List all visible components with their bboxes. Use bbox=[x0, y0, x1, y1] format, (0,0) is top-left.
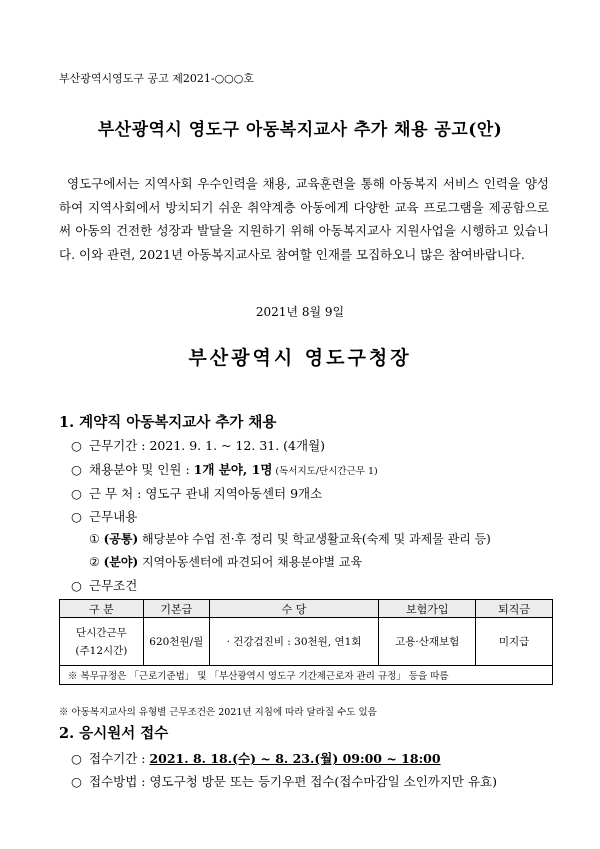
table-header-cell: 퇴직금 bbox=[476, 600, 553, 618]
application-period bbox=[71, 749, 441, 767]
work-period-text: 근무기간 : 2021. 9. 1. ~ 12. 31. (4개월) bbox=[89, 438, 326, 453]
bullet-icon: ○ bbox=[71, 578, 82, 593]
duty-field bbox=[89, 553, 362, 570]
work-conditions bbox=[71, 576, 137, 594]
duty1-text: 해당분야 수업 전·후 정리 및 학교생활교육(숙제 및 과제물 관리 등) bbox=[138, 532, 491, 546]
table-cell-insurance: 고용·산재보험 bbox=[379, 618, 476, 666]
table-cell-allowance: · 건강검진비 : 30천원, 연1회 bbox=[209, 618, 379, 666]
section1-title: 1. 계약직 아동복지교사 추가 채용 bbox=[59, 414, 277, 431]
document-title: 부산광역시 영도구 아동복지교사 추가 채용 공고(안) bbox=[97, 120, 503, 140]
duty-common bbox=[89, 530, 491, 547]
recruit-field bbox=[71, 460, 378, 478]
bullet-icon: ○ bbox=[71, 462, 82, 477]
conditions-table bbox=[59, 599, 553, 685]
footnote: ※ 아동복지교사의 유형별 근무조건은 2021년 지침에 따라 달라질 수도 있음 bbox=[59, 707, 377, 718]
duty2-text: 지역아동센터에 파견되어 채용분야별 교육 bbox=[138, 555, 363, 569]
duty2-tag: (분야) bbox=[103, 555, 139, 569]
application-period-label: 접수기간 : bbox=[89, 751, 150, 766]
notice-date: 2021년 8월 9일 bbox=[255, 305, 345, 319]
intro-text: 영도구에서는 지역사회 우수인력을 채용, 교육훈련을 통해 아동복지 서비스 인력을 양성하여 지역사회에서 방치되기 쉬운 취약계층 아동에게 다양한 교육 프로그램을 제공함으로써 아동의 건전한 성장과 발달을 지원하기 위해 아동복지교사 지원사업을 시행하고 있습니다. 이와 관련, 2021년 아동복지교사로 참여할 인재를 모집하오니 많은 참여바랍니다. bbox=[59, 176, 549, 262]
work-place bbox=[71, 484, 322, 502]
recruit-field-value: 1개 분야, 1명 bbox=[193, 462, 273, 477]
recruit-field-label: 채용분야 및 인원 : bbox=[89, 462, 194, 477]
row-type-line2: (주12시간) bbox=[75, 644, 128, 657]
work-content bbox=[71, 507, 137, 525]
duty1-tag: (공통) bbox=[103, 532, 139, 546]
table-header-cell: 보험가입 bbox=[379, 600, 476, 618]
bullet-icon: ○ bbox=[71, 774, 82, 789]
issuer-name: 부산광역시 영도구청장 bbox=[188, 347, 412, 369]
table-note-row bbox=[60, 666, 553, 685]
row-type-line1: 단시간근무 bbox=[76, 626, 127, 639]
recruit-field-note: (독서지도/단시간근무 1) bbox=[272, 466, 378, 477]
work-conditions-label: 근무조건 bbox=[89, 578, 138, 593]
table-cell-severance: 미지급 bbox=[476, 618, 553, 666]
bullet-icon: ○ bbox=[71, 751, 82, 766]
table-header-row bbox=[60, 600, 553, 618]
table-note: ※ 복무규정은 「근로기준법」 및 「부산광역시 영도구 기간제근로자 관리 규정」 등을 따름 bbox=[60, 666, 553, 685]
duty2-number: ② bbox=[89, 555, 100, 569]
section2-title: 2. 응시원서 접수 bbox=[59, 725, 169, 742]
work-period bbox=[71, 436, 325, 454]
table-header-cell: 구 분 bbox=[60, 600, 144, 618]
bullet-icon: ○ bbox=[71, 509, 82, 524]
intro-paragraph bbox=[59, 172, 549, 266]
work-place-text: 근 무 처 : 영도구 관내 지역아동센터 9개소 bbox=[89, 486, 323, 501]
application-period-value: 2021. 8. 18.(수) ~ 8. 23.(월) 09:00 ~ 18:00 bbox=[149, 751, 441, 766]
bullet-icon: ○ bbox=[71, 438, 82, 453]
table-header-cell: 기본급 bbox=[143, 600, 209, 618]
notice-number: 부산광역시영도구 공고 제2021-○○○호 bbox=[59, 72, 255, 85]
application-method bbox=[71, 772, 497, 790]
table-cell-type bbox=[60, 618, 144, 666]
table-row bbox=[60, 618, 553, 666]
bullet-icon: ○ bbox=[71, 486, 82, 501]
work-content-label: 근무내용 bbox=[89, 509, 138, 524]
table-cell-pay: 620천원/월 bbox=[143, 618, 209, 666]
table-header-cell: 수 당 bbox=[209, 600, 379, 618]
duty1-number: ① bbox=[89, 532, 100, 546]
application-method-text: 접수방법 : 영도구청 방문 또는 등기우편 접수(접수마감일 소인까지만 유효) bbox=[89, 774, 498, 789]
